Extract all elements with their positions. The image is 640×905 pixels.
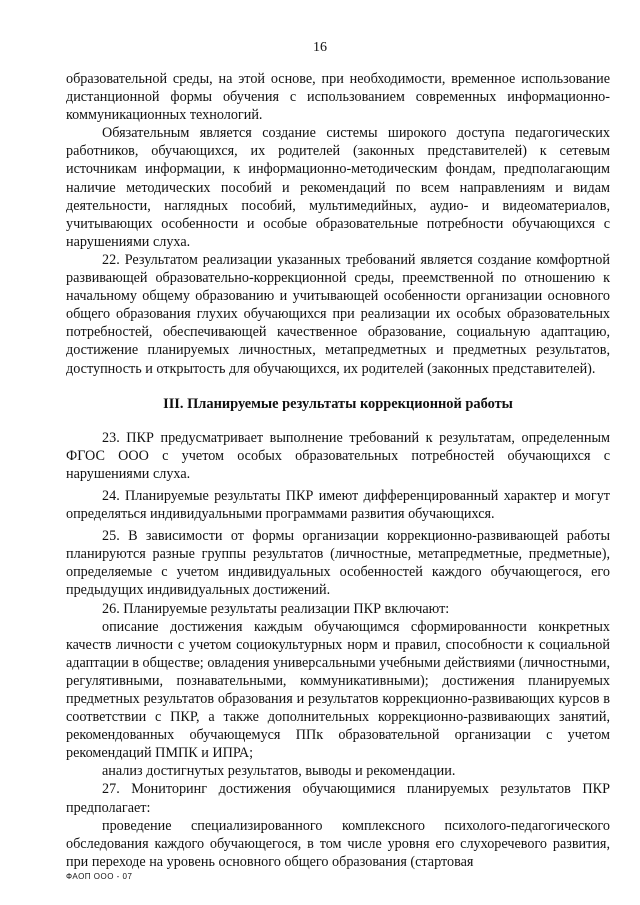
paragraph-continuation: образовательной среды, на этой основе, при необходимости, временное использование дистанционной формы обучения с использованием современных информационно-коммуникационных технологий. (66, 71, 610, 124)
list-item: проведение специализированного комплексного психолого-педагогического обследования каждого обучающегося, в том числе уровня его слухоречевого развития, при переходе на уровень основного общего образования (стартовая (66, 817, 610, 870)
paragraph-22: 22. Результатом реализации указанных требований является создание комфортной развивающей образовательно-коррекционной среды, преемственной по отношению к начальному общему образованию и учитывающей особенности организации основного общего образования глухих обучающихся при реализации их особых образовательных потребностей, обеспечивающей качественное образование, социальную адаптацию, достижение планируемых личностных, метапредметных и предметных результатов, доступность и открытость для обучающихся, их родителей (законных представителей). (66, 251, 610, 377)
footer-code: ФАОП ООО - 07 (66, 872, 133, 881)
section-heading: III. Планируемые результаты коррекционной работы (163, 395, 513, 412)
paragraph: Обязательным является создание системы широкого доступа педагогических работников, обучающихся, их родителей (законных представителей) к сетевым источникам информации, к информационно-методическим фондам, предполагающим наличие методических пособий и рекомендаций по всем направлениям и видам деятельности, наглядных пособий, мультимедийных, аудио- и видеоматериалов, учитывающих особенности и особые образовательные потребности обучающихся с нарушениями слуха. (66, 125, 610, 250)
paragraph-27: 27. Мониторинг достижения обучающимися планируемых результатов ПКР предполагает: (66, 781, 610, 816)
paragraph-25: 25. В зависимости от формы организации коррекционно-развивающей работы планируются разные группы результатов (личностные, метапредметные, предметные), определяемые с учетом индивидуальных особенностей каждого обучающегося, его предыдущих индивидуальных достижений. (66, 528, 610, 599)
page-body (66, 70, 610, 871)
list-item: описание достижения каждым обучающимся сформированности конкретных качеств личности с учетом социокультурных норм и правил, способности к социальной адаптации в обществе; овладения универсальными учебными действиями (личностными, регулятивными, познавательными, коммуникативными); достижения планируемых предметных результатов образования и результатов коррекционно-развивающих курсов в соответствии с ПКР, а также дополнительных коррекционно-развивающих занятий, рекомендованных обучающемуся ППк образовательной организации с учетом рекомендаций ПМПК и ИПРА; (66, 618, 610, 762)
paragraph-26: 26. Планируемые результаты реализации ПКР включают: (102, 600, 450, 617)
paragraph-23: 23. ПКР предусматривает выполнение требований к результатам, определенным ФГОС ООО с учетом особых образовательных потребностей обучающихся с нарушениями слуха. (66, 429, 610, 482)
list-item: анализ достигнутых результатов, выводы и рекомендации. (102, 763, 456, 780)
page-number: 16 (313, 40, 327, 55)
paragraph-24: 24. Планируемые результаты ПКР имеют дифференцированный характер и могут определяться индивидуальными программами развития обучающихся. (66, 487, 610, 523)
